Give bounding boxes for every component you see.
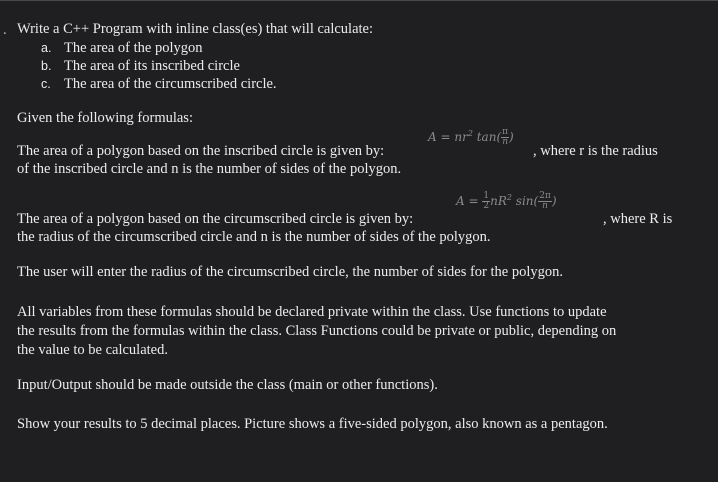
circumscribed-line2: the radius of the circumscribed circle and n is the number of sides of the polygon. bbox=[17, 229, 491, 245]
circumscribed-line1-start: The area of a polygon based on the circumscribed circle is given by: bbox=[17, 211, 414, 227]
results-paragraph: Show your results to 5 decimal places. Picture shows a five-sided polygon, also known as a pentagon. bbox=[17, 416, 608, 432]
intro-text: Write a C++ Program with inline class(es) that will calculate: bbox=[17, 21, 374, 37]
top-border bbox=[0, 0, 718, 1]
inscribed-formula: $A = nr^2$ tan( $\frac{\pi}{n}$ ) bbox=[428, 127, 514, 147]
io-paragraph: Input/Output should be made outside the class (main or other functions). bbox=[17, 377, 438, 393]
given-heading: Given the following formulas: bbox=[17, 110, 193, 126]
inscribed-line2: of the inscribed circle and n is the number of sides of the polygon. bbox=[17, 161, 402, 177]
circumscribed-line1-end: , where R is bbox=[603, 211, 673, 227]
list-item-a: The area of the polygon bbox=[64, 40, 203, 56]
list-marker-a: a. bbox=[41, 41, 52, 55]
user-input-paragraph: The user will enter the radius of the circumscribed circle, the number of sides for the polygon. bbox=[17, 264, 563, 280]
list-item-b: The area of its inscribed circle bbox=[64, 58, 240, 74]
private-line-2: the results from the formulas within the class. Class Functions could be private or public, depending on bbox=[17, 323, 617, 339]
inscribed-line1-end: , where r is the radius bbox=[533, 143, 658, 159]
list-marker-c: c. bbox=[41, 77, 51, 91]
circumscribed-formula: A = $\frac{1}{2}$ $nR^2$ sin( $\frac{2\pi}{n}$ ) bbox=[456, 191, 557, 211]
private-line-3: the value to be calculated. bbox=[17, 342, 168, 358]
bullet-marker: . bbox=[3, 22, 7, 38]
private-line-1: All variables from these formulas should be declared private within the class. Use functions to update bbox=[17, 304, 607, 320]
inscribed-line1-start: The area of a polygon based on the inscribed circle is given by: bbox=[17, 143, 385, 159]
list-item-c: The area of the circumscribed circle. bbox=[64, 76, 277, 92]
list-marker-b: b. bbox=[41, 59, 52, 73]
